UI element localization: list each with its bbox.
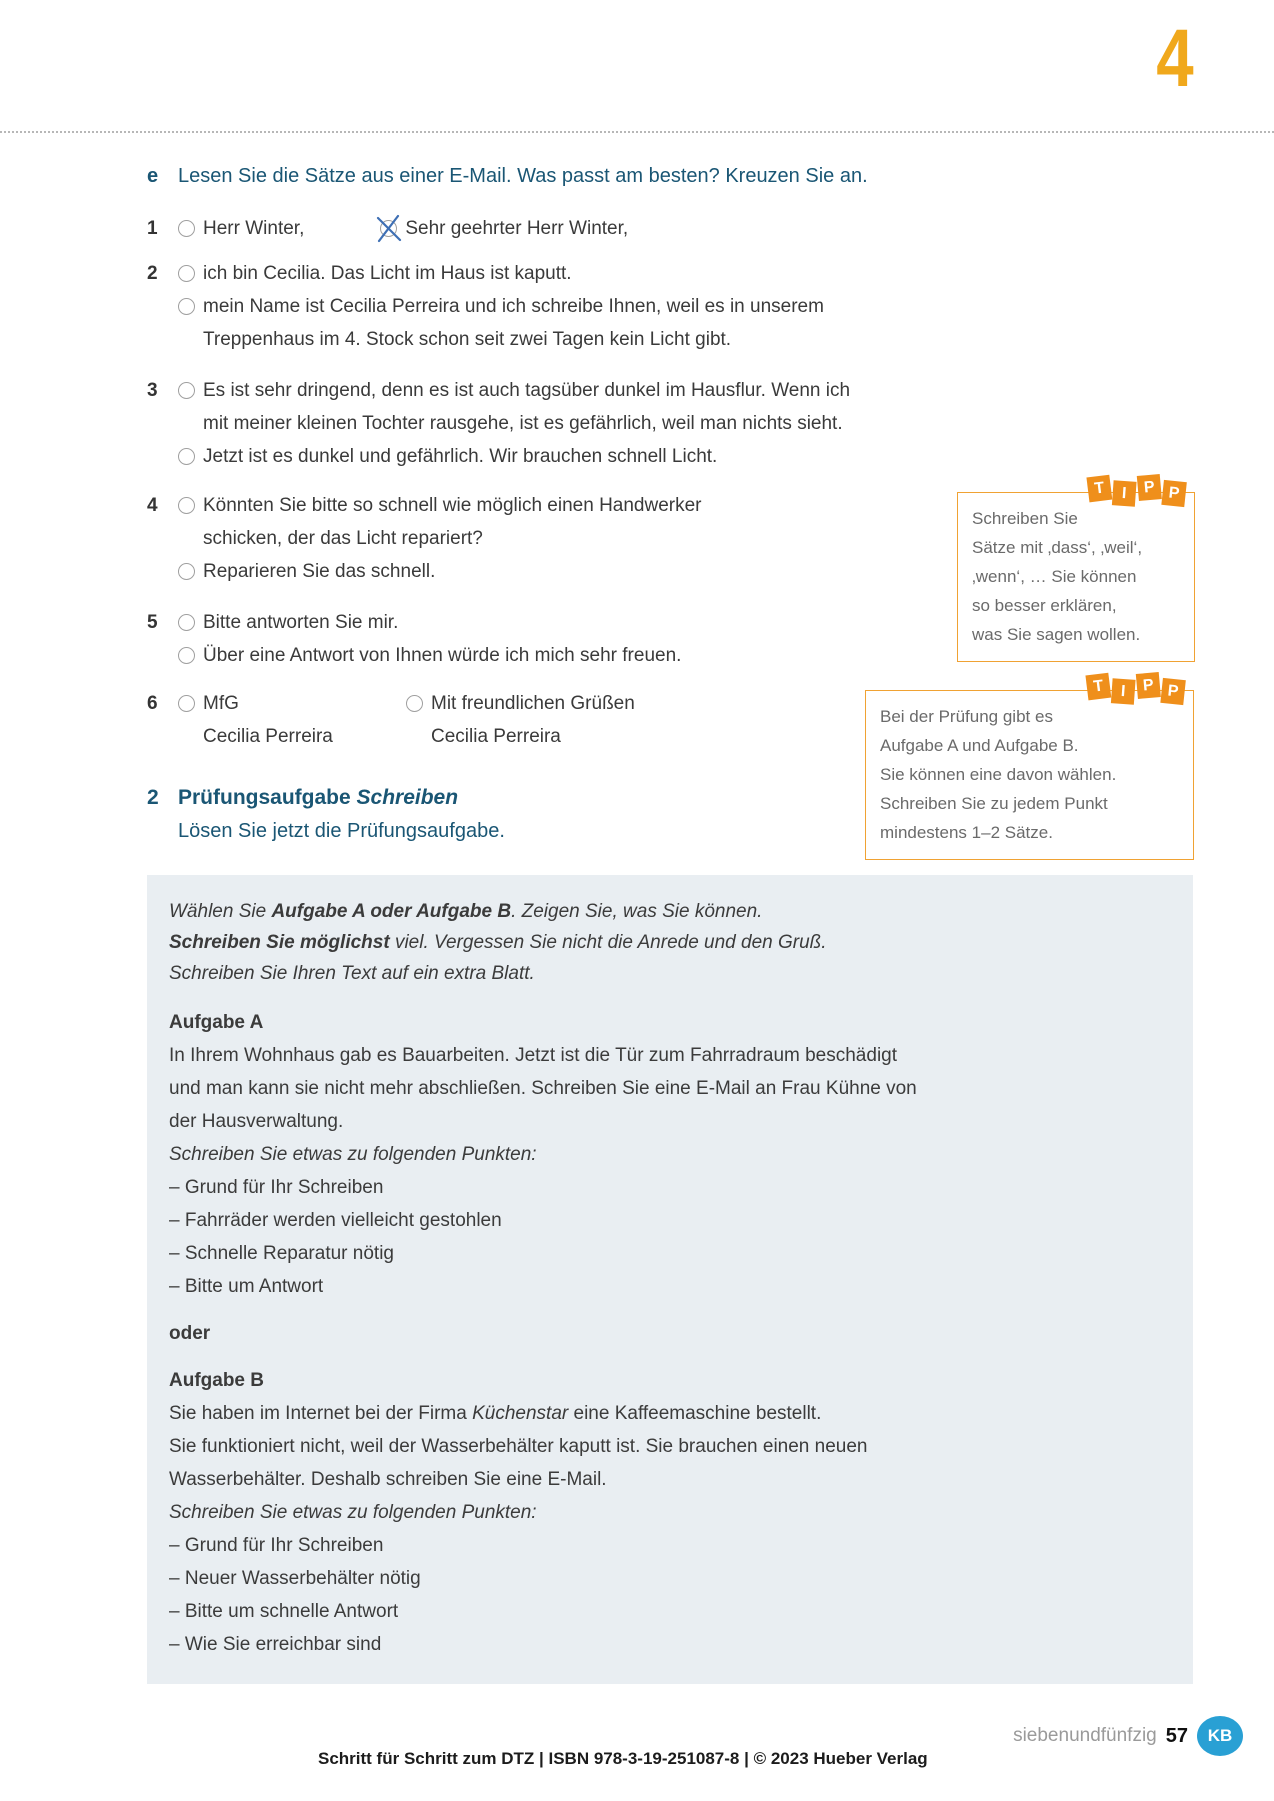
item-number: 6 bbox=[147, 693, 158, 714]
task-b-text: Sie haben im Internet bei der Firma Küchenstar eine Kaffeemaschine bestellt. bbox=[169, 1403, 822, 1424]
tipp-tile: I bbox=[1111, 678, 1136, 705]
answer-option[interactable] bbox=[178, 374, 987, 440]
radio-circle[interactable] bbox=[178, 448, 195, 465]
task-a-heading: Aufgabe A bbox=[169, 1012, 264, 1033]
tipp-tile: P bbox=[1160, 678, 1185, 705]
radio-circle[interactable] bbox=[178, 265, 195, 282]
item-number: 5 bbox=[147, 612, 158, 633]
dotted-divider bbox=[0, 131, 1274, 133]
radio-circle[interactable] bbox=[178, 614, 195, 631]
tip-text: Sie können eine davon wählen. bbox=[880, 765, 1117, 784]
tipp-tile: T bbox=[1085, 673, 1111, 701]
answer-option[interactable] bbox=[178, 555, 987, 588]
radio-circle[interactable] bbox=[178, 647, 195, 664]
page-number-area bbox=[1013, 1716, 1243, 1756]
instruction-text: Lesen Sie die Sätze aus einer E-Mail. Was passt am besten? Kreuzen Sie an. bbox=[178, 165, 868, 187]
option-text: ich bin Cecilia. Das Licht im Haus ist kaputt. bbox=[203, 263, 572, 284]
signature-text: Cecilia Perreira bbox=[203, 726, 333, 747]
radio-circle[interactable] bbox=[178, 563, 195, 580]
answer-option[interactable] bbox=[178, 489, 987, 555]
task-a-bullet: – Fahrräder werden vielleicht gestohlen bbox=[169, 1210, 502, 1231]
answer-option[interactable] bbox=[178, 606, 987, 639]
section-2-heading bbox=[147, 783, 505, 846]
task-intro: Wählen Sie Aufgabe A oder Aufgabe B. Zeigen Sie, was Sie können. Schreiben Sie möglichst viel. Vergessen Sie nicht die Anrede und den Gruß. Schreiben Sie Ihren Text auf ein extra Blatt. bbox=[169, 901, 827, 984]
section-title: Prüfungsaufgabe Schreiben bbox=[178, 786, 459, 809]
radio-circle[interactable] bbox=[178, 497, 195, 514]
kb-badge: KB bbox=[1197, 1716, 1243, 1756]
page-number-word: siebenundfünfzig bbox=[1013, 1725, 1157, 1746]
task-b-text: Sie funktioniert nicht, weil der Wasserbehälter kaputt ist. Sie brauchen einen neuen bbox=[169, 1436, 868, 1457]
option-text: Über eine Antwort von Ihnen würde ich mich sehr freuen. bbox=[203, 645, 682, 666]
exercise-instruction bbox=[147, 161, 987, 191]
imprint-line: Schritt für Schritt zum DTZ | ISBN 978-3-19-251087-8 | © 2023 Hueber Verlag bbox=[318, 1749, 928, 1768]
list-item bbox=[147, 489, 987, 588]
task-a-text: In Ihrem Wohnhaus gab es Bauarbeiten. Jetzt ist die Tür zum Fahrradraum beschädigt bbox=[169, 1045, 898, 1066]
answer-option[interactable] bbox=[178, 290, 987, 356]
answer-option[interactable] bbox=[178, 687, 406, 720]
tip-text: Schreiben Sie bbox=[972, 509, 1078, 528]
item-number: 2 bbox=[147, 263, 158, 284]
tip-box-sentences bbox=[957, 478, 1195, 662]
tip-text: Bei der Prüfung gibt es bbox=[880, 707, 1053, 726]
signature-text: Cecilia Perreira bbox=[431, 726, 561, 747]
answer-option[interactable] bbox=[178, 639, 987, 672]
task-b-heading: Aufgabe B bbox=[169, 1370, 264, 1391]
tipp-tile: P bbox=[1161, 480, 1186, 507]
option-text: Könnten Sie bitte so schnell wie möglich einen Handwerker bbox=[203, 495, 702, 516]
option-text: mein Name ist Cecilia Perreira und ich schreibe Ihnen, weil es in unserem bbox=[203, 296, 824, 317]
section-subtitle: Lösen Sie jetzt die Prüfungsaufgabe. bbox=[178, 820, 505, 842]
task-b-bullet: – Grund für Ihr Schreiben bbox=[169, 1535, 384, 1556]
tipp-tile: P bbox=[1136, 672, 1161, 699]
option-text: Treppenhaus im 4. Stock schon seit zwei Tagen kein Licht gibt. bbox=[203, 329, 732, 350]
radio-circle[interactable] bbox=[178, 695, 195, 712]
exercise-e bbox=[147, 161, 987, 753]
option-text: Es ist sehr dringend, denn es ist auch tagsüber dunkel im Hausflur. Wenn ich bbox=[203, 380, 851, 401]
task-a bbox=[169, 1006, 1167, 1303]
tipp-label-icon bbox=[1087, 675, 1185, 700]
task-a-bullet: – Grund für Ihr Schreiben bbox=[169, 1177, 384, 1198]
radio-circle[interactable] bbox=[178, 298, 195, 315]
task-a-prompt: Schreiben Sie etwas zu folgenden Punkten: bbox=[169, 1144, 537, 1165]
tip-text: ‚wenn‘, … Sie können bbox=[972, 567, 1137, 586]
tip-text: mindestens 1–2 Sätze. bbox=[880, 823, 1053, 842]
task-a-text: und man kann sie nicht mehr abschließen. Schreiben Sie eine E-Mail an Frau Kühne von bbox=[169, 1078, 917, 1099]
list-item bbox=[147, 212, 987, 245]
tip-text: was Sie sagen wollen. bbox=[972, 625, 1141, 644]
option-text: schicken, der das Licht repariert? bbox=[203, 528, 483, 549]
radio-circle[interactable] bbox=[380, 220, 397, 237]
task-b-prompt: Schreiben Sie etwas zu folgenden Punkten: bbox=[169, 1502, 537, 1523]
exam-task-box bbox=[147, 875, 1193, 1684]
radio-circle[interactable] bbox=[178, 220, 195, 237]
tip-text: Schreiben Sie zu jedem Punkt bbox=[880, 794, 1108, 813]
radio-circle[interactable] bbox=[406, 695, 423, 712]
option-text: MfG bbox=[203, 693, 239, 714]
tipp-tile: I bbox=[1112, 480, 1137, 507]
answer-option[interactable] bbox=[178, 257, 987, 290]
option-text: Jetzt ist es dunkel und gefährlich. Wir brauchen schnell Licht. bbox=[203, 446, 718, 467]
task-b-text: Wasserbehälter. Deshalb schreiben Sie eine E-Mail. bbox=[169, 1469, 607, 1490]
exercise-label: e bbox=[147, 165, 159, 187]
answer-option-checked[interactable] bbox=[380, 212, 628, 245]
option-text: Mit freundlichen Grüßen bbox=[431, 693, 635, 714]
task-b-bullet: – Wie Sie erreichbar sind bbox=[169, 1634, 382, 1655]
radio-circle[interactable] bbox=[178, 382, 195, 399]
item-number: 1 bbox=[147, 218, 158, 239]
task-a-bullet: – Bitte um Antwort bbox=[169, 1276, 324, 1297]
tipp-label-icon bbox=[1088, 477, 1186, 502]
tipp-tile: T bbox=[1086, 475, 1112, 503]
task-a-text: der Hausverwaltung. bbox=[169, 1111, 344, 1132]
list-item bbox=[147, 606, 987, 672]
option-text: Sehr geehrter Herr Winter, bbox=[405, 218, 629, 239]
option-text: Bitte antworten Sie mir. bbox=[203, 612, 399, 633]
tip-text: so besser erklären, bbox=[972, 596, 1117, 615]
item-number: 3 bbox=[147, 380, 158, 401]
answer-option[interactable] bbox=[178, 440, 987, 473]
task-b-bullet: – Neuer Wasserbehälter nötig bbox=[169, 1568, 421, 1589]
tipp-tile: P bbox=[1137, 474, 1162, 501]
item-number: 4 bbox=[147, 495, 158, 516]
task-b bbox=[169, 1364, 1167, 1661]
option-text: mit meiner kleinen Tochter rausgehe, ist es gefährlich, weil man nichts sieht. bbox=[203, 413, 843, 434]
list-item bbox=[147, 687, 987, 753]
task-a-bullet: – Schnelle Reparatur nötig bbox=[169, 1243, 394, 1264]
page-number: 57 bbox=[1165, 1724, 1188, 1747]
task-b-bullet: – Bitte um schnelle Antwort bbox=[169, 1601, 399, 1622]
tip-text: Sätze mit ‚dass‘, ‚weil‘, bbox=[972, 538, 1143, 557]
unit-number: 4 bbox=[1156, 13, 1194, 104]
option-text: Herr Winter, bbox=[203, 218, 305, 239]
tip-box-exam bbox=[865, 676, 1194, 860]
answer-option[interactable] bbox=[178, 212, 304, 245]
section-number: 2 bbox=[147, 786, 159, 809]
task-connector: oder bbox=[169, 1323, 211, 1344]
answer-option[interactable] bbox=[406, 687, 635, 720]
option-text: Reparieren Sie das schnell. bbox=[203, 561, 436, 582]
list-item bbox=[147, 257, 987, 356]
tip-text: Aufgabe A und Aufgabe B. bbox=[880, 736, 1079, 755]
list-item bbox=[147, 374, 987, 473]
